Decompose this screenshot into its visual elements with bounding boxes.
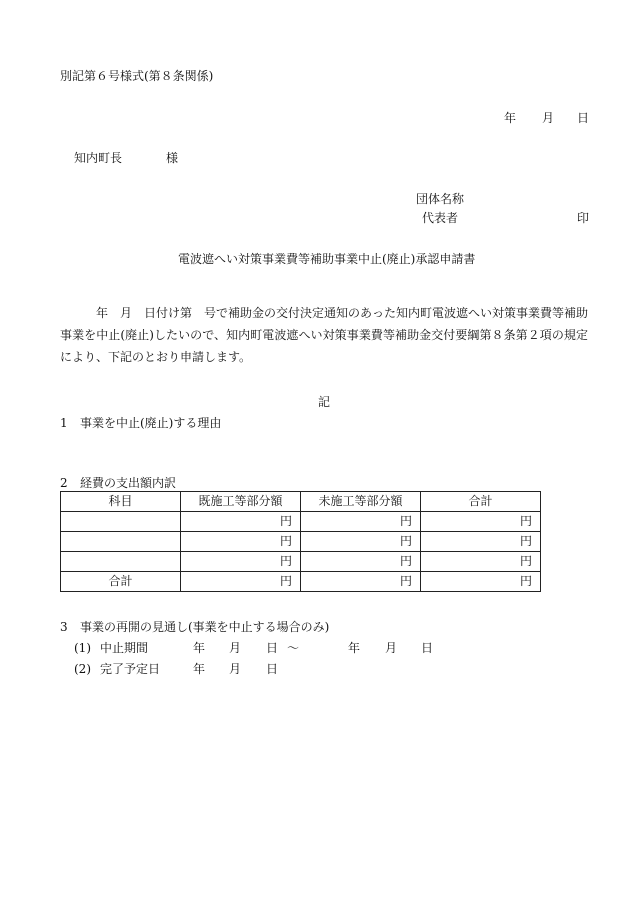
date-year: 年 xyxy=(504,111,517,125)
date-month: 月 xyxy=(542,111,555,125)
completion-month: 月 xyxy=(229,662,242,676)
start-day: 日 xyxy=(266,641,279,655)
section-3-title: 事業の再開の見通し(事業を中止する場合のみ) xyxy=(80,620,330,634)
cell-unit: 円 xyxy=(301,512,421,532)
header-completed-amount: 既施工等部分額 xyxy=(181,492,301,512)
table-row xyxy=(61,552,541,572)
section-1-number: 1 xyxy=(60,416,68,430)
section-2-title: 経費の支出額内訳 xyxy=(80,476,177,490)
header-total: 合計 xyxy=(421,492,541,512)
section-1-title: 事業を中止(廃止)する理由 xyxy=(80,416,222,430)
body-paragraph: 年 月 日付け第 号で補助金の交付決定通知のあった知内町電波遮へい対策事業費等補助事業を中止(廃止)したいので、知内町電波遮へい対策事業費等補助金交付要綱第８条第２項の規定により、下記のとおり申請します。 xyxy=(60,306,588,364)
item-1-number: (1) xyxy=(74,641,91,655)
item-1-label: 中止期間 xyxy=(100,641,149,655)
start-month: 月 xyxy=(229,641,242,655)
cell-unit: 円 xyxy=(301,552,421,572)
section-3-number: 3 xyxy=(60,620,68,634)
completion-year: 年 xyxy=(193,662,206,676)
cell-unit: 円 xyxy=(421,552,541,572)
cell-unit: 円 xyxy=(421,572,541,592)
ki-heading: 記 xyxy=(318,395,331,409)
org-name-label: 団体名称 xyxy=(416,192,465,206)
table-total-row xyxy=(61,572,541,592)
seal-mark: 印 xyxy=(577,211,590,225)
header-uncompleted-amount: 未施工等部分額 xyxy=(301,492,421,512)
cost-breakdown-table xyxy=(60,491,541,592)
cell-item xyxy=(61,532,181,552)
cell-unit: 円 xyxy=(301,532,421,552)
section-2-number: 2 xyxy=(60,476,68,490)
header-item: 科目 xyxy=(61,492,181,512)
item-2-number: (2) xyxy=(74,662,91,676)
cell-unit: 円 xyxy=(181,532,301,552)
range-tilde: ～ xyxy=(287,641,300,655)
cell-unit: 円 xyxy=(301,572,421,592)
cell-unit: 円 xyxy=(421,512,541,532)
item-2-label: 完了予定日 xyxy=(100,662,161,676)
document-title: 電波遮へい対策事業費等補助事業中止(廃止)承認申請書 xyxy=(178,252,476,266)
addressee-name: 知内町長 xyxy=(74,151,123,165)
date-day: 日 xyxy=(577,111,590,125)
end-day: 日 xyxy=(421,641,434,655)
end-month: 月 xyxy=(385,641,398,655)
cell-unit: 円 xyxy=(181,512,301,532)
representative-label: 代表者 xyxy=(422,211,459,225)
total-label: 合計 xyxy=(61,572,181,592)
table-header-row xyxy=(61,492,541,512)
cell-item xyxy=(61,552,181,572)
addressee-honorific: 様 xyxy=(166,151,179,165)
end-year: 年 xyxy=(348,641,361,655)
cell-unit: 円 xyxy=(181,572,301,592)
form-number: 別記第６号様式(第８条関係) xyxy=(60,69,214,83)
table-row xyxy=(61,532,541,552)
start-year: 年 xyxy=(193,641,206,655)
cell-item xyxy=(61,512,181,532)
completion-day: 日 xyxy=(266,662,279,676)
cell-unit: 円 xyxy=(181,552,301,572)
cell-unit: 円 xyxy=(421,532,541,552)
table-row xyxy=(61,512,541,532)
